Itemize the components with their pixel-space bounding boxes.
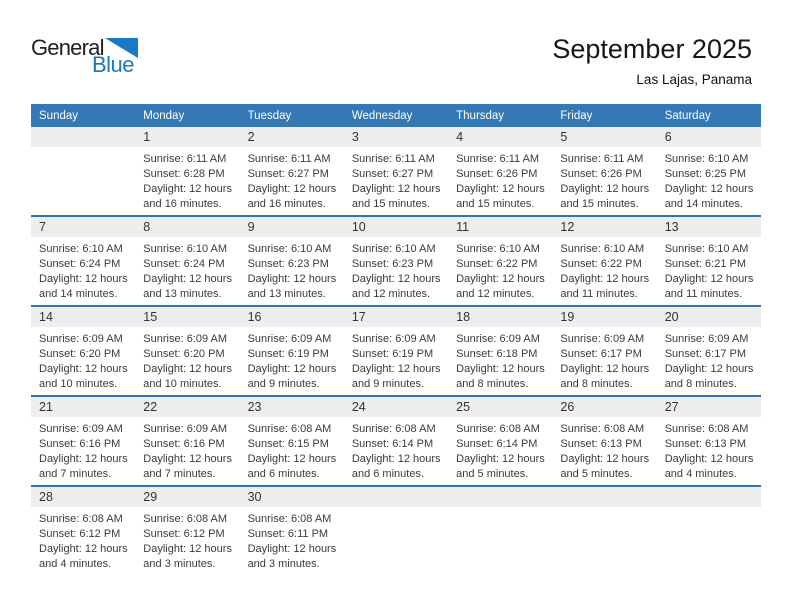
- day-number: 8: [135, 217, 239, 237]
- daylight-text: Daylight: 12 hours: [143, 543, 232, 555]
- sunrise-text: Sunrise: 6:08 AM: [664, 423, 749, 435]
- day-cell-26: [552, 397, 656, 485]
- day-cell-5: [552, 127, 656, 215]
- day-cell-13: [657, 217, 761, 305]
- day-number: 30: [240, 487, 344, 507]
- daylight-text: Daylight: 12 hours: [247, 363, 337, 375]
- daylight-text: Daylight: 12 hours: [664, 363, 754, 375]
- day-info: [552, 237, 656, 302]
- day-number: 3: [344, 127, 448, 147]
- daylight-text: Daylight: 12 hours: [143, 453, 232, 465]
- daylight-text: Daylight: 12 hours: [143, 183, 232, 195]
- daylight-text: Daylight: 12 hours: [456, 183, 545, 195]
- daylight-text: Daylight: 12 hours: [351, 183, 441, 195]
- calendar-weeks: [31, 127, 761, 575]
- day-cell-27: [657, 397, 761, 485]
- daylight-text: and 11 minutes.: [664, 288, 743, 300]
- day-number: [552, 487, 656, 507]
- weekday-header-thursday: Thursday: [456, 109, 505, 122]
- day-cell-24: [344, 397, 448, 485]
- day-number: 14: [31, 307, 135, 327]
- sunrise-text: Sunrise: 6:10 AM: [664, 243, 749, 255]
- daylight-text: Daylight: 12 hours: [39, 543, 128, 555]
- day-number: 27: [657, 397, 761, 417]
- daylight-text: and 9 minutes.: [247, 378, 320, 390]
- day-number: 20: [657, 307, 761, 327]
- day-info: [448, 237, 552, 302]
- daylight-text: Daylight: 12 hours: [39, 453, 128, 465]
- day-number: [31, 127, 135, 147]
- sunrise-text: Sunrise: 6:09 AM: [39, 423, 123, 435]
- day-number: 23: [240, 397, 344, 417]
- day-number: 22: [135, 397, 239, 417]
- sunset-text: Sunset: 6:17 PM: [664, 348, 747, 360]
- day-info: [657, 237, 761, 302]
- sunset-text: Sunset: 6:16 PM: [143, 438, 225, 450]
- daylight-text: Daylight: 12 hours: [39, 273, 128, 285]
- daylight-text: Daylight: 12 hours: [247, 183, 337, 195]
- day-info: [657, 147, 761, 212]
- daylight-text: and 13 minutes.: [143, 288, 222, 300]
- day-number: 5: [552, 127, 656, 147]
- sunrise-text: Sunrise: 6:08 AM: [351, 423, 436, 435]
- sunrise-text: Sunrise: 6:08 AM: [39, 513, 123, 525]
- daylight-text: and 12 minutes.: [351, 288, 431, 300]
- day-cell-11: [448, 217, 552, 305]
- day-cell-7: [31, 217, 135, 305]
- sunset-text: Sunset: 6:11 PM: [247, 528, 329, 540]
- day-info: [552, 147, 656, 212]
- sunrise-text: Sunrise: 6:10 AM: [664, 153, 749, 165]
- sunset-text: Sunset: 6:27 PM: [247, 168, 329, 180]
- day-number: 12: [552, 217, 656, 237]
- daylight-text: and 16 minutes.: [143, 198, 222, 210]
- sunset-text: Sunset: 6:20 PM: [143, 348, 225, 360]
- day-number: 26: [552, 397, 656, 417]
- week-row-2: [31, 215, 761, 305]
- daylight-text: Daylight: 12 hours: [664, 273, 754, 285]
- daylight-text: and 6 minutes.: [351, 468, 424, 480]
- day-info: [448, 327, 552, 392]
- sunset-text: Sunset: 6:19 PM: [351, 348, 434, 360]
- day-info: [448, 147, 552, 212]
- sunset-text: Sunset: 6:27 PM: [351, 168, 434, 180]
- day-number: [448, 487, 552, 507]
- day-number: 19: [552, 307, 656, 327]
- day-cell-30: [240, 487, 344, 575]
- day-number: 18: [448, 307, 552, 327]
- day-number: 21: [31, 397, 135, 417]
- day-number: 1: [135, 127, 239, 147]
- day-cell-8: [135, 217, 239, 305]
- daylight-text: Daylight: 12 hours: [247, 453, 337, 465]
- sunset-text: Sunset: 6:24 PM: [39, 258, 121, 270]
- sunrise-text: Sunrise: 6:09 AM: [39, 333, 123, 345]
- weekday-header-wednesday: Wednesday: [351, 109, 413, 122]
- daylight-text: and 12 minutes.: [456, 288, 535, 300]
- day-cell-4: [448, 127, 552, 215]
- daylight-text: and 15 minutes.: [560, 198, 639, 210]
- daylight-text: and 5 minutes.: [456, 468, 529, 480]
- day-number: 25: [448, 397, 552, 417]
- page-title: September 2025: [552, 34, 752, 64]
- day-cell-6: [657, 127, 761, 215]
- sunset-text: Sunset: 6:22 PM: [560, 258, 642, 270]
- day-number: 28: [31, 487, 135, 507]
- daylight-text: Daylight: 12 hours: [247, 273, 337, 285]
- day-info: [344, 147, 448, 212]
- sunset-text: Sunset: 6:21 PM: [664, 258, 747, 270]
- day-number: [657, 487, 761, 507]
- day-info: [135, 237, 239, 302]
- sunset-text: Sunset: 6:26 PM: [456, 168, 538, 180]
- day-cell-empty: [657, 487, 761, 575]
- day-number: 10: [344, 217, 448, 237]
- day-number: 2: [240, 127, 344, 147]
- sunrise-text: Sunrise: 6:08 AM: [143, 513, 228, 525]
- daylight-text: and 16 minutes.: [247, 198, 326, 210]
- sunset-text: Sunset: 6:13 PM: [560, 438, 642, 450]
- weekday-header-tuesday: Tuesday: [247, 109, 292, 122]
- weekday-header-sunday: Sunday: [39, 109, 79, 122]
- week-row-4: [31, 395, 761, 485]
- sunset-text: Sunset: 6:14 PM: [456, 438, 538, 450]
- day-number: 13: [657, 217, 761, 237]
- sunrise-text: Sunrise: 6:10 AM: [247, 243, 332, 255]
- day-cell-empty: [344, 487, 448, 575]
- day-cell-19: [552, 307, 656, 395]
- weekday-header-saturday: Saturday: [664, 109, 711, 122]
- weekday-header-monday: Monday: [143, 109, 185, 122]
- day-info: [135, 327, 239, 392]
- daylight-text: Daylight: 12 hours: [456, 453, 545, 465]
- day-info: [240, 507, 344, 572]
- day-cell-14: [31, 307, 135, 395]
- sunrise-text: Sunrise: 6:10 AM: [143, 243, 228, 255]
- day-cell-12: [552, 217, 656, 305]
- day-info: [31, 237, 135, 302]
- day-info: [31, 327, 135, 392]
- day-info: [552, 417, 656, 482]
- sunset-text: Sunset: 6:22 PM: [456, 258, 538, 270]
- day-info: [552, 327, 656, 392]
- document-header: [0, 0, 792, 104]
- sunset-text: Sunset: 6:19 PM: [247, 348, 329, 360]
- day-number: 29: [135, 487, 239, 507]
- daylight-text: Daylight: 12 hours: [456, 273, 545, 285]
- sunset-text: Sunset: 6:23 PM: [247, 258, 329, 270]
- day-number: 7: [31, 217, 135, 237]
- sunset-text: Sunset: 6:25 PM: [664, 168, 747, 180]
- week-row-1: [31, 127, 761, 215]
- daylight-text: Daylight: 12 hours: [560, 453, 650, 465]
- logo-text-general: General: [31, 35, 104, 60]
- daylight-text: Daylight: 12 hours: [39, 363, 128, 375]
- day-cell-17: [344, 307, 448, 395]
- day-info: [240, 417, 344, 482]
- daylight-text: Daylight: 12 hours: [664, 453, 754, 465]
- daylight-text: Daylight: 12 hours: [560, 273, 650, 285]
- daylight-text: and 8 minutes.: [560, 378, 633, 390]
- sunrise-text: Sunrise: 6:08 AM: [247, 423, 332, 435]
- weekday-header-friday: Friday: [560, 109, 593, 122]
- daylight-text: and 6 minutes.: [247, 468, 320, 480]
- day-info: [240, 327, 344, 392]
- sunrise-text: Sunrise: 6:11 AM: [456, 153, 540, 165]
- daylight-text: Daylight: 12 hours: [143, 363, 232, 375]
- sunrise-text: Sunrise: 6:08 AM: [560, 423, 645, 435]
- week-row-5: [31, 485, 761, 575]
- day-cell-empty: [448, 487, 552, 575]
- sunset-text: Sunset: 6:18 PM: [456, 348, 538, 360]
- daylight-text: and 4 minutes.: [664, 468, 737, 480]
- daylight-text: Daylight: 12 hours: [351, 453, 441, 465]
- daylight-text: and 10 minutes.: [39, 378, 118, 390]
- sunrise-text: Sunrise: 6:09 AM: [143, 333, 228, 345]
- sunrise-text: Sunrise: 6:11 AM: [247, 153, 331, 165]
- sunset-text: Sunset: 6:28 PM: [143, 168, 225, 180]
- day-cell-9: [240, 217, 344, 305]
- day-cell-2: [240, 127, 344, 215]
- sunrise-text: Sunrise: 6:09 AM: [560, 333, 645, 345]
- day-cell-15: [135, 307, 239, 395]
- day-cell-16: [240, 307, 344, 395]
- daylight-text: and 9 minutes.: [351, 378, 424, 390]
- day-cell-21: [31, 397, 135, 485]
- sunset-text: Sunset: 6:15 PM: [247, 438, 329, 450]
- daylight-text: and 4 minutes.: [39, 558, 112, 570]
- daylight-text: Daylight: 12 hours: [456, 363, 545, 375]
- day-info: [448, 417, 552, 482]
- daylight-text: Daylight: 12 hours: [664, 183, 754, 195]
- weekday-header-row: [31, 104, 761, 127]
- sunset-text: Sunset: 6:20 PM: [39, 348, 121, 360]
- sunset-text: Sunset: 6:24 PM: [143, 258, 225, 270]
- general-blue-logo: [31, 37, 139, 76]
- daylight-text: and 8 minutes.: [664, 378, 737, 390]
- day-info: [240, 147, 344, 212]
- day-info: [31, 507, 135, 572]
- logo-text-blue: Blue: [91, 52, 134, 77]
- daylight-text: and 14 minutes.: [39, 288, 118, 300]
- sunrise-text: Sunrise: 6:11 AM: [143, 153, 227, 165]
- daylight-text: and 11 minutes.: [560, 288, 638, 300]
- day-cell-20: [657, 307, 761, 395]
- day-number: 4: [448, 127, 552, 147]
- daylight-text: and 7 minutes.: [143, 468, 216, 480]
- day-cell-23: [240, 397, 344, 485]
- sunset-text: Sunset: 6:12 PM: [39, 528, 121, 540]
- daylight-text: Daylight: 12 hours: [143, 273, 232, 285]
- day-number: 17: [344, 307, 448, 327]
- day-cell-3: [344, 127, 448, 215]
- week-row-3: [31, 305, 761, 395]
- daylight-text: Daylight: 12 hours: [247, 543, 337, 555]
- day-info: [135, 417, 239, 482]
- sunset-text: Sunset: 6:13 PM: [664, 438, 747, 450]
- page-subtitle: Las Lajas, Panama: [636, 72, 752, 88]
- daylight-text: Daylight: 12 hours: [560, 183, 650, 195]
- day-cell-25: [448, 397, 552, 485]
- day-info: [135, 147, 239, 212]
- sunrise-text: Sunrise: 6:10 AM: [456, 243, 540, 255]
- sunset-text: Sunset: 6:14 PM: [351, 438, 434, 450]
- daylight-text: Daylight: 12 hours: [560, 363, 650, 375]
- daylight-text: Daylight: 12 hours: [351, 363, 441, 375]
- daylight-text: and 5 minutes.: [560, 468, 633, 480]
- day-info: [657, 327, 761, 392]
- sunrise-text: Sunrise: 6:10 AM: [560, 243, 645, 255]
- sunrise-text: Sunrise: 6:11 AM: [560, 153, 644, 165]
- daylight-text: and 15 minutes.: [456, 198, 535, 210]
- day-cell-empty: [552, 487, 656, 575]
- sunset-text: Sunset: 6:17 PM: [560, 348, 642, 360]
- daylight-text: and 8 minutes.: [456, 378, 529, 390]
- day-info: [31, 417, 135, 482]
- sunrise-text: Sunrise: 6:09 AM: [351, 333, 436, 345]
- day-info: [344, 237, 448, 302]
- day-number: 16: [240, 307, 344, 327]
- sunrise-text: Sunrise: 6:09 AM: [664, 333, 749, 345]
- sunrise-text: Sunrise: 6:11 AM: [351, 153, 435, 165]
- day-info: [657, 417, 761, 482]
- daylight-text: and 15 minutes.: [351, 198, 431, 210]
- daylight-text: and 3 minutes.: [143, 558, 216, 570]
- day-number: 9: [240, 217, 344, 237]
- daylight-text: and 10 minutes.: [143, 378, 222, 390]
- daylight-text: and 13 minutes.: [247, 288, 326, 300]
- sunrise-text: Sunrise: 6:08 AM: [456, 423, 540, 435]
- sunrise-text: Sunrise: 6:10 AM: [351, 243, 436, 255]
- day-info: [344, 417, 448, 482]
- sunset-text: Sunset: 6:16 PM: [39, 438, 121, 450]
- sunrise-text: Sunrise: 6:09 AM: [247, 333, 332, 345]
- day-number: 6: [657, 127, 761, 147]
- sunrise-text: Sunrise: 6:09 AM: [143, 423, 228, 435]
- sunset-text: Sunset: 6:23 PM: [351, 258, 434, 270]
- day-cell-22: [135, 397, 239, 485]
- daylight-text: and 3 minutes.: [247, 558, 320, 570]
- title-block: [552, 34, 752, 87]
- day-info: [240, 237, 344, 302]
- day-cell-1: [135, 127, 239, 215]
- sunrise-text: Sunrise: 6:08 AM: [247, 513, 332, 525]
- daylight-text: Daylight: 12 hours: [351, 273, 441, 285]
- day-info: [135, 507, 239, 572]
- day-cell-28: [31, 487, 135, 575]
- calendar-grid: [31, 104, 761, 575]
- day-number: 24: [344, 397, 448, 417]
- daylight-text: and 14 minutes.: [664, 198, 743, 210]
- sunrise-text: Sunrise: 6:10 AM: [39, 243, 123, 255]
- sunrise-text: Sunrise: 6:09 AM: [456, 333, 540, 345]
- day-info: [344, 327, 448, 392]
- day-number: 15: [135, 307, 239, 327]
- day-cell-18: [448, 307, 552, 395]
- sunset-text: Sunset: 6:12 PM: [143, 528, 225, 540]
- day-cell-10: [344, 217, 448, 305]
- day-number: [344, 487, 448, 507]
- day-number: 11: [448, 217, 552, 237]
- sunset-text: Sunset: 6:26 PM: [560, 168, 642, 180]
- day-cell-empty: [31, 127, 135, 215]
- daylight-text: and 7 minutes.: [39, 468, 112, 480]
- day-cell-29: [135, 487, 239, 575]
